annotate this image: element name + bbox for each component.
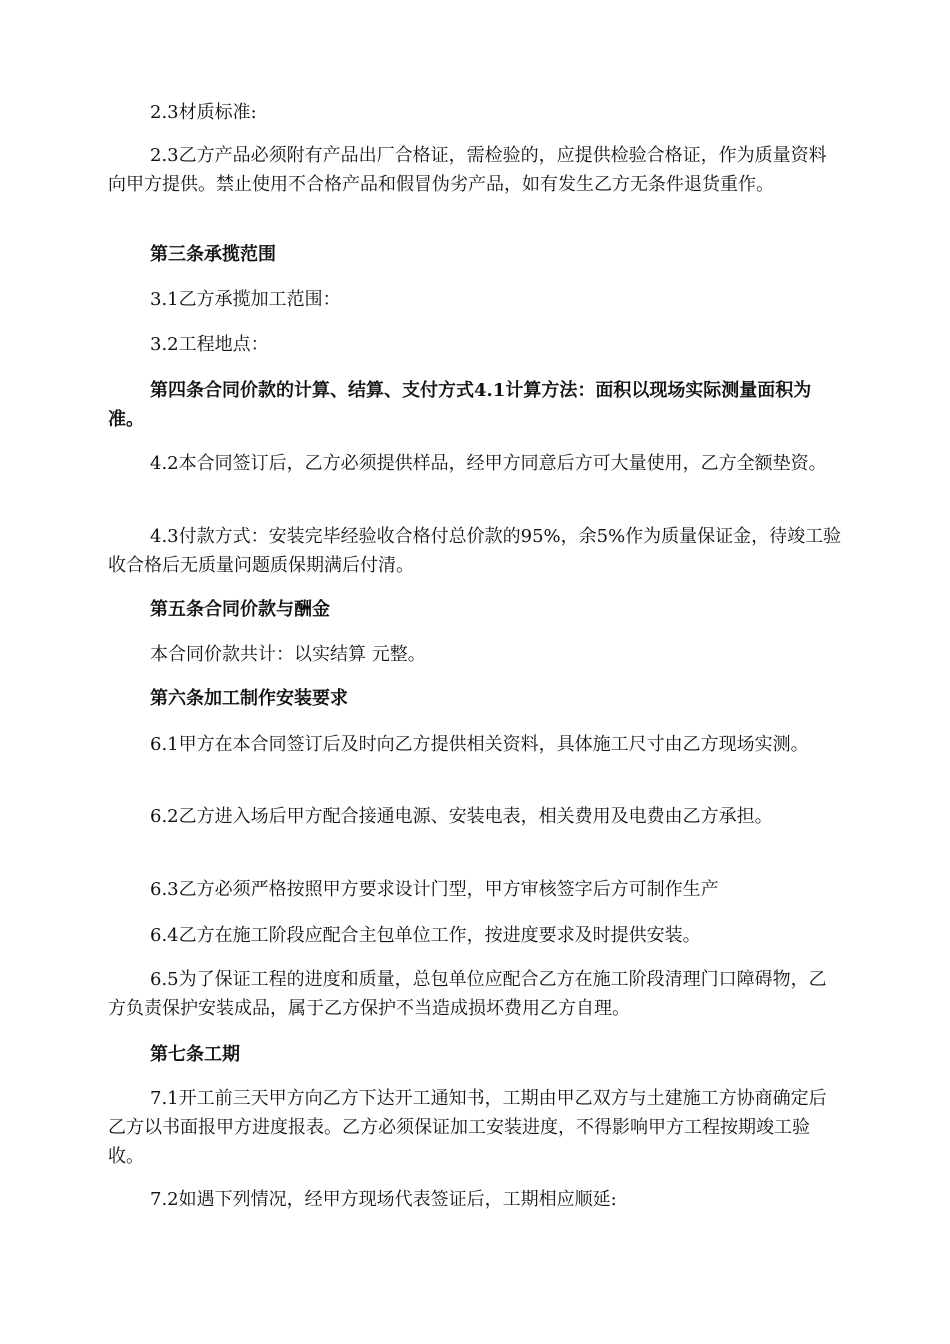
heading-article-6: 第六条加工制作安装要求 <box>150 688 348 709</box>
heading-article-5: 第五条合同价款与酬金 <box>150 599 330 620</box>
heading-article-4: 第四条合同价款的计算、结算、支付方式4.1计算方法：面积以现场实际测量面积为准。 <box>108 380 812 430</box>
paragraph-6-1: 6.1甲方在本合同签订后及时向乙方提供相关资料，具体施工尺寸由乙方现场实测。 <box>150 734 809 755</box>
paragraph-3-1: 3.1乙方承揽加工范围： <box>150 289 341 310</box>
paragraph-6-4: 6.4乙方在施工阶段应配合主包单位工作，按进度要求及时提供安装。 <box>150 925 701 946</box>
paragraph-3-2: 3.2工程地点： <box>150 334 269 355</box>
paragraph-4-2: 4.2本合同签订后，乙方必须提供样品，经甲方同意后方可大量使用，乙方全额垫资。 <box>150 453 827 474</box>
paragraph-contract-price: 本合同价款共计：以实结算 元整。 <box>150 644 426 665</box>
heading-article-3: 第三条承揽范围 <box>150 244 276 265</box>
paragraph-4-3: 4.3付款方式：安装完毕经验收合格付总价款的95%，余5%作为质量保证金，待竣工验收合格后无质量问题质保期满后付清。 <box>108 526 842 576</box>
paragraph-6-3: 6.3乙方必须严格按照甲方要求设计门型，甲方审核签字后方可制作生产 <box>150 879 719 900</box>
paragraph-6-5: 6.5为了保证工程的进度和质量，总包单位应配合乙方在施工阶段清理门口障碍物，乙方负责保护安装成品，属于乙方保护不当造成损坏费用乙方自理。 <box>108 969 827 1019</box>
paragraph-2-3-product-certificate: 2.3乙方产品必须附有产品出厂合格证，需检验的，应提供检验合格证，作为质量资料向甲方提供。禁止使用不合格产品和假冒伪劣产品，如有发生乙方无条件退货重作。 <box>108 145 827 195</box>
paragraph-7-2: 7.2如遇下列情况，经甲方现场代表签证后，工期相应顺延: <box>150 1189 617 1210</box>
paragraph-6-2: 6.2乙方进入场后甲方配合接通电源、安装电表，相关费用及电费由乙方承担。 <box>150 806 773 827</box>
paragraph-7-1: 7.1开工前三天甲方向乙方下达开工通知书，工期由甲乙双方与土建施工方协商确定后乙方以书面报甲方进度报表。乙方必须保证加工安装进度，不得影响甲方工程按期竣工验收。 <box>108 1088 827 1167</box>
paragraph-2-3-material-standard: 2.3材质标准: <box>150 102 257 123</box>
heading-article-7: 第七条工期 <box>150 1044 240 1065</box>
